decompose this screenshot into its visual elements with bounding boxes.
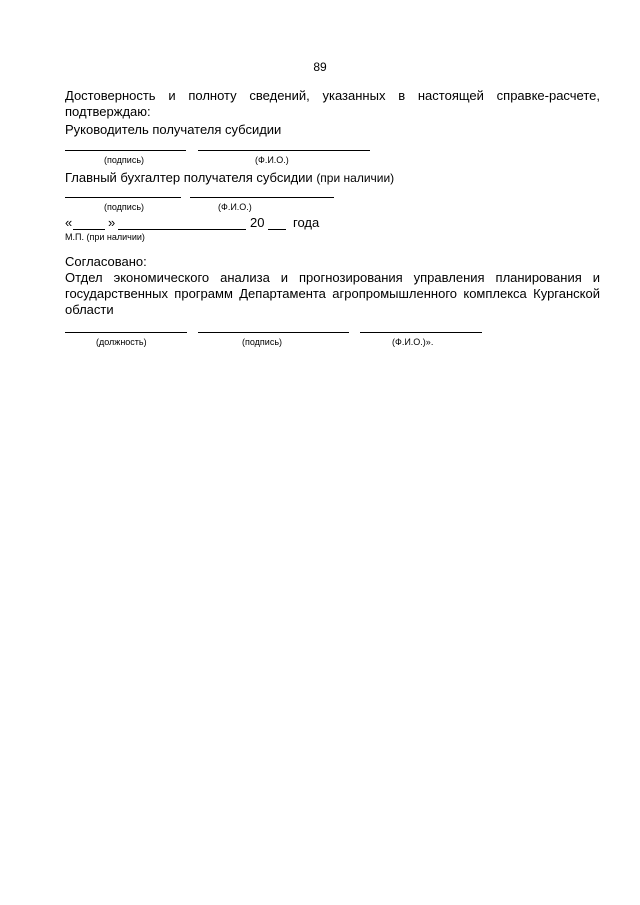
agreed-position-line	[65, 332, 187, 333]
head-name-line	[198, 150, 370, 151]
date-year-line	[268, 229, 286, 230]
agreed-caption-position: (должность)	[96, 337, 147, 347]
head-caption-name: (Ф.И.О.)	[255, 155, 289, 165]
date-quote-open: «	[65, 215, 73, 230]
date-year-prefix: 20	[250, 215, 265, 230]
head-label: Руководитель получателя субсидии	[65, 122, 282, 137]
agreed-signature-line	[198, 332, 349, 333]
page-number: 89	[313, 60, 327, 74]
confirmation-text: Достоверность и полноту сведений, указанных в настоящей справке-расчете, подтверждаю:	[65, 88, 600, 119]
accountant-label-row	[65, 170, 394, 185]
date-month-line	[118, 229, 246, 230]
accountant-label: Главный бухгалтер получателя субсидии	[65, 170, 313, 185]
date-quote-close: »	[108, 215, 116, 230]
accountant-caption-name: (Ф.И.О.)	[218, 202, 252, 212]
head-signature-line	[65, 150, 186, 151]
agreed-caption-signature: (подпись)	[242, 337, 283, 347]
accountant-signature-line	[65, 197, 181, 198]
agreed-caption-name: (Ф.И.О.)».	[392, 337, 434, 347]
date-year-suffix: года	[293, 215, 320, 230]
head-caption-signature: (подпись)	[104, 155, 145, 165]
accountant-note: (при наличии)	[316, 171, 395, 185]
date-day-line	[73, 229, 105, 230]
accountant-name-line	[190, 197, 334, 198]
agreed-name-line	[360, 332, 482, 333]
accountant-caption-signature: (подпись)	[104, 202, 145, 212]
agreed-label: Согласовано:	[65, 254, 147, 269]
stamp-note: М.П. (при наличии)	[65, 232, 145, 242]
department-text: Отдел экономического анализа и прогнозирования управления планирования и государственных программ Департамента агропромышленного комплекса Курганской области	[65, 270, 600, 317]
